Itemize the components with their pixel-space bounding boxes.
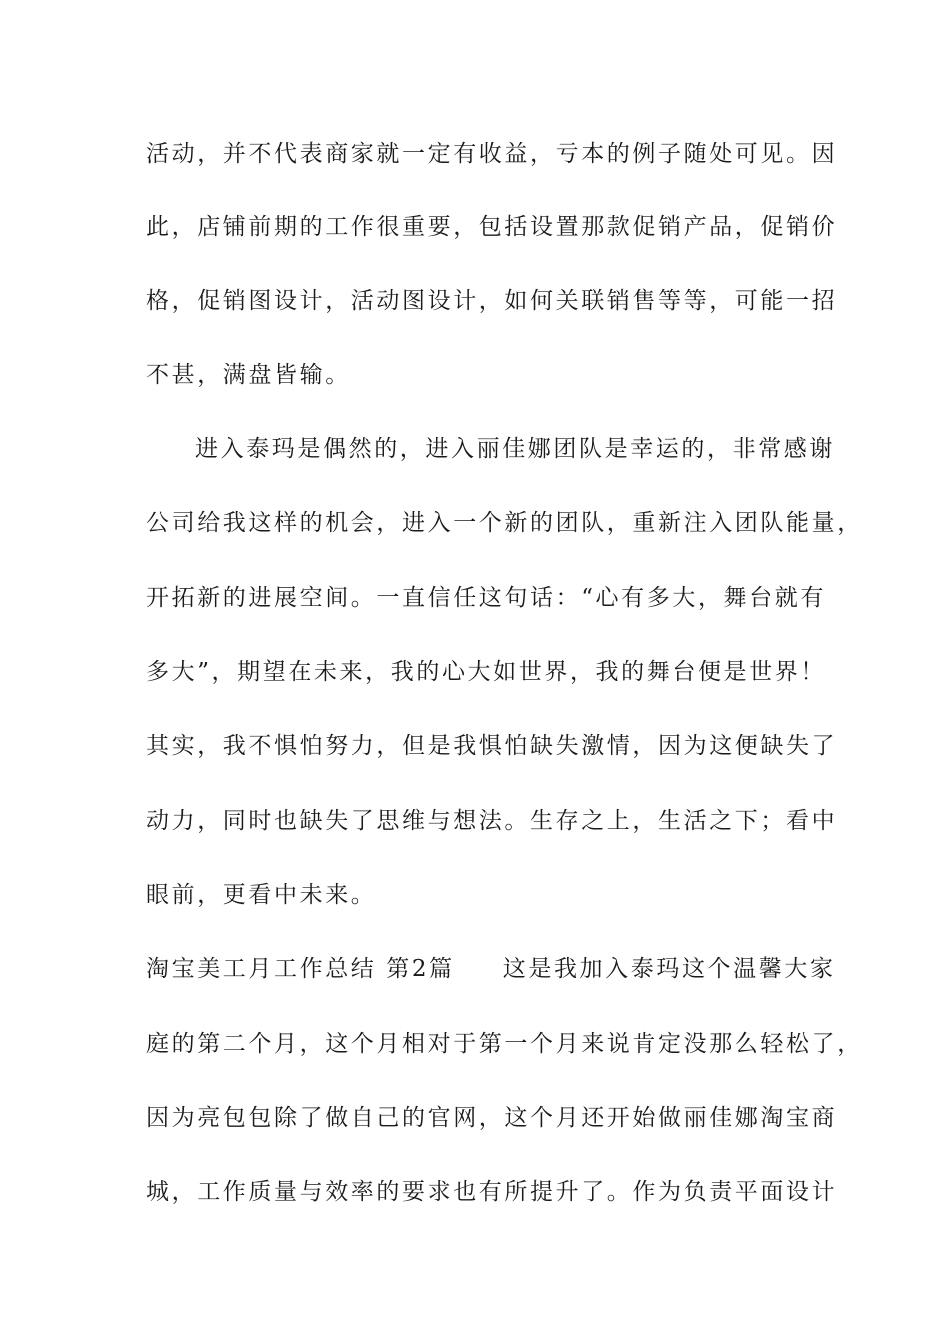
text-line: 其实，我不惧怕努力，但是我惧怕缺失激情，因为这便缺失了 [146, 733, 838, 759]
text-line: 庭的第二个月，这个月相对于第一个月来说肯定没那么轻松了， [146, 1031, 863, 1057]
text-line: 因为亮包包除了做自己的官网，这个月还开始做丽佳娜淘宝商 [146, 1105, 838, 1131]
text-line: 公司给我这样的机会，进入一个新的团队，重新注入团队能量， [146, 510, 863, 536]
heading-continuation: 这是我加入泰玛这个温馨大家 [502, 956, 836, 982]
text-line: 多大”，期望在未来，我的心大如世界，我的舞台便是世界！ [146, 659, 826, 685]
text-line: 活动，并不代表商家就一定有收益，亏本的例子随处可见。因 [146, 141, 838, 167]
text-line: 开拓新的进展空间。一直信任这句话：“心有多大，舞台就有 [146, 585, 826, 611]
text-line: 不甚，满盘皆输。 [146, 362, 351, 388]
text-line: 动力，同时也缺失了思维与想法。生存之上，生活之下；看中 [146, 808, 838, 834]
text-line: 眼前，更看中未来。 [146, 882, 377, 908]
text-line: 格，促销图设计，活动图设计，如何关联销售等等，可能一招 [146, 288, 838, 314]
section-heading: 淘宝美工月工作总结 第2篇 [146, 956, 455, 982]
text-line: 此，店铺前期的工作很重要，包括设置那款促销产品，促销价 [146, 214, 838, 240]
paragraph-first-line: 进入泰玛是偶然的，进入丽佳娜团队是幸运的，非常感谢 [195, 436, 835, 462]
text-line: 城，工作质量与效率的要求也有所提升了。作为负责平面设计 [146, 1179, 838, 1205]
section-heading-line [146, 954, 836, 984]
